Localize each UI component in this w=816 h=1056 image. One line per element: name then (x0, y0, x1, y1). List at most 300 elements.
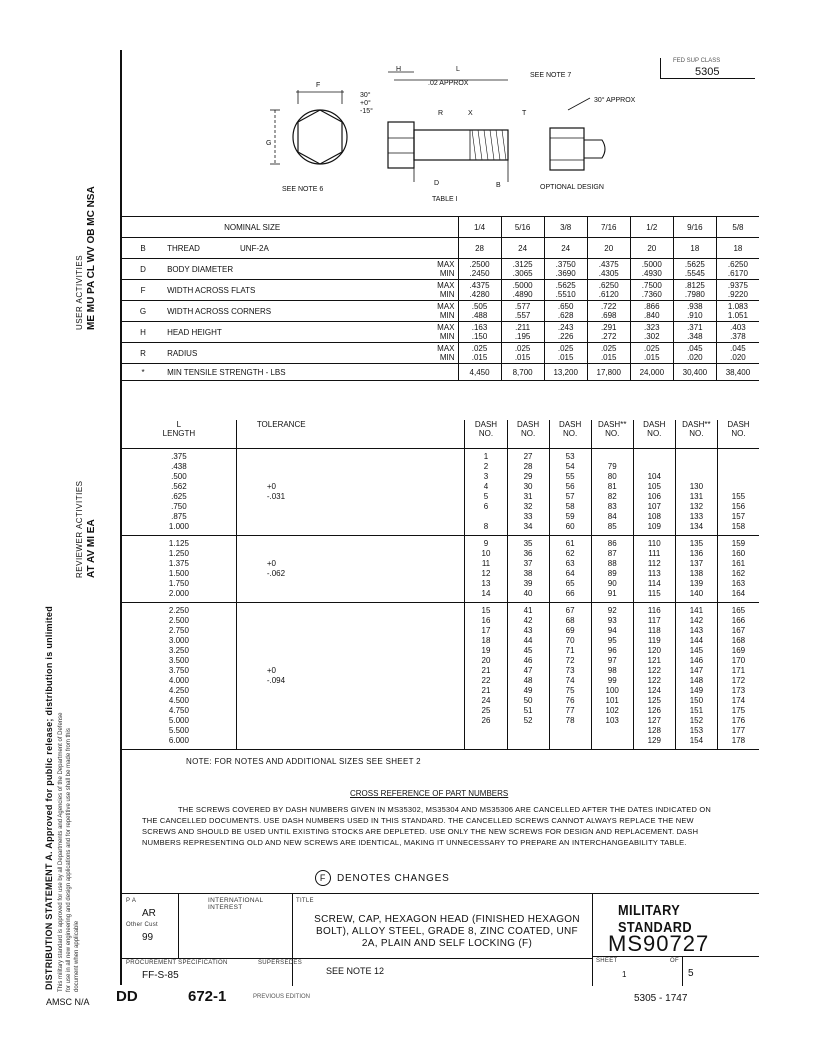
ms-number: MS90727 (608, 931, 710, 956)
dash-number: 140 (689, 589, 704, 598)
user-activities-label: USER ACTIVITIES (75, 254, 84, 330)
length-value: 5.500 (168, 726, 189, 735)
dash-number: 28 (523, 462, 533, 471)
of-value: 5 (688, 968, 694, 979)
pa-value: AR (142, 908, 156, 919)
spec-row-name (164, 238, 407, 259)
spec-row (122, 322, 759, 343)
spec-value: .015 (514, 353, 531, 362)
dash-number: 163 (731, 579, 746, 588)
dash-number: 136 (689, 549, 704, 558)
spec-value-cell (630, 343, 673, 364)
dash-number-column (549, 536, 591, 603)
spec-value: .698 (600, 311, 617, 320)
dash-number-column (507, 536, 549, 603)
dash-number-column (465, 603, 507, 750)
spec-row-maxmin (407, 280, 458, 301)
tolerance-cell (236, 449, 465, 536)
tolerance-cell (236, 603, 465, 750)
dash-number: 166 (731, 616, 746, 625)
length-value: 3.500 (168, 656, 189, 665)
spec-value: .025 (557, 344, 574, 353)
dash-number: 60 (565, 522, 575, 531)
dash-number: 116 (647, 606, 661, 615)
tensile-label: MIN TENSILE STRENGTH - LBS (164, 364, 458, 381)
dash-number: 26 (481, 716, 491, 725)
spec-value: .6250 (727, 260, 748, 269)
label-minus15-deg: -15° (360, 108, 373, 115)
spec-value-cell (630, 259, 673, 280)
spec-value: .2500 (469, 260, 490, 269)
dash-number-column (591, 449, 633, 536)
dash-number: 118 (647, 626, 661, 635)
length-value: 2.750 (168, 626, 189, 635)
dash-number: 58 (565, 502, 575, 511)
dash-number: 110 (647, 539, 661, 548)
spec-value-cell (587, 301, 630, 322)
spec-row-letter: D (122, 259, 164, 280)
dash-number: 162 (731, 569, 746, 578)
spec-value-cell (544, 280, 587, 301)
spec-row-letter: B (122, 238, 164, 259)
spec-value: .272 (600, 332, 617, 341)
spec-value-cell (544, 259, 587, 280)
spec-row-letter: H (122, 322, 164, 343)
spec-value: 24 (518, 243, 528, 253)
dash-number: 62 (565, 549, 575, 558)
spec-value: .488 (471, 311, 488, 320)
dash-number: 156 (731, 502, 746, 511)
dash-number: 158 (731, 522, 746, 531)
dash-number: 113 (647, 569, 661, 578)
dash-number: 45 (523, 646, 533, 655)
dash-number-column (717, 536, 759, 603)
dash-number: 132 (689, 502, 704, 511)
spec-row-sub: MIN (439, 269, 455, 278)
dash-number: 49 (523, 686, 533, 695)
length-value: 1.750 (168, 579, 189, 588)
dash-number: 100 (605, 686, 619, 695)
spec-value-cell (630, 301, 673, 322)
length-value: 3.750 (168, 666, 189, 675)
dash-number: 101 (605, 696, 619, 705)
tolerance-value: -.062 (266, 569, 286, 578)
length-value: .625 (171, 492, 187, 501)
length-value: 4.500 (168, 696, 189, 705)
length-value: 2.500 (168, 616, 189, 625)
dash-number: 50 (523, 696, 533, 705)
spec-row-sub: MIN (439, 311, 455, 320)
military-standard-heading: MILITARY STANDARD (618, 902, 693, 936)
length-value: .562 (171, 482, 187, 491)
dash-number (634, 462, 675, 472)
other-cust-value: 99 (142, 932, 154, 943)
dash-number: 97 (607, 656, 617, 665)
label-see-note-7: SEE NOTE 7 (530, 72, 572, 79)
dash-number: 16 (481, 616, 491, 625)
spec-value-cell (673, 280, 716, 301)
dash-number: 34 (523, 522, 533, 531)
reviewer-activities-label: REVIEWER ACTIVITIES (75, 480, 84, 578)
sheet-label: SHEET (596, 958, 618, 964)
dash-number: 111 (648, 549, 661, 558)
dash-number-column (717, 603, 759, 750)
dash-number: 99 (607, 676, 617, 685)
spec-row-name-text: WIDTH ACROSS CORNERS (167, 306, 272, 316)
reviewer-activities-codes: AT AV MI EA (86, 519, 97, 578)
length-value: .750 (171, 502, 187, 511)
spec-value-cell (544, 238, 587, 259)
tolerance-value: -.031 (266, 492, 286, 501)
dash-number: 86 (607, 539, 617, 548)
dash-number-column (549, 449, 591, 536)
spec-value-cell (673, 322, 716, 343)
footer-previous-edition: PREVIOUS EDITION (253, 994, 311, 1000)
dash-number-column (675, 536, 717, 603)
dash-number: 131 (689, 492, 704, 501)
footer-dd: DD (116, 988, 138, 1005)
dash-number: 129 (647, 736, 661, 745)
spec-value-cell (544, 322, 587, 343)
dash-number: 147 (689, 666, 704, 675)
spec-value-cell (501, 280, 544, 301)
sheet-value: 1 (622, 970, 627, 979)
spec-value: .8125 (684, 281, 705, 290)
dash-number: 38 (523, 569, 533, 578)
dash-number (465, 512, 506, 522)
spec-value: .628 (557, 311, 574, 320)
dash-number: 6 (483, 502, 489, 511)
tensile-value-1: 8,700 (501, 364, 544, 381)
spec-value: .6250 (598, 281, 619, 290)
spec-row-name (164, 280, 407, 301)
dash-number-column (591, 536, 633, 603)
spec-row-name (164, 343, 407, 364)
tensile-value-4: 24,000 (630, 364, 673, 381)
dash-number-column (717, 449, 759, 536)
dash-number: 177 (731, 726, 746, 735)
dash-number: 124 (647, 686, 661, 695)
dash-number: 14 (481, 589, 491, 598)
spec-value: 24 (561, 243, 571, 253)
spec-value-cell (673, 343, 716, 364)
spec-row-sub: MIN (439, 353, 455, 362)
cross-reference-title: CROSS REFERENCE OF PART NUMBERS (350, 789, 509, 798)
length-value: 2.250 (168, 606, 189, 615)
dash-number: 149 (689, 686, 704, 695)
sheet-note: NOTE: FOR NOTES AND ADDITIONAL SIZES SEE SHEET 2 (186, 757, 421, 766)
procurement-label: PROCUREMENT SPECIFICATION (126, 960, 228, 966)
length-column (122, 449, 236, 536)
spec-value-cell (544, 301, 587, 322)
dash-col-header-1: DASH NO. (507, 420, 549, 449)
spec-value: .4375 (469, 281, 490, 290)
dash-number: 78 (565, 716, 575, 725)
international-interest-label: INTERNATIONAL INTEREST (208, 897, 264, 911)
dash-number: 122 (647, 666, 661, 675)
cross-reference-paragraph: THE SCREWS COVERED BY DASH NUMBERS GIVEN IN MS35302, MS35304 AND MS35306 ARE CANCELLED AFTER THE DATES INDICATED ON THE CANCELLED DOCUMENTS. USE DASH NUMBERS USED IN THIS STANDARD. THE CANCELLED SCREWS CANNOT ALWAYS REPLACE THE NEW SCREWS AND SHOULD BE USED UNTIL EXISTING STOCKS ARE DEPLETED. USE ONLY THE NEW SCREWS FOR DESIGN AND REPLACEMENT. DASH NUMBERS REPRESENTING OLD AND NEW SCREWS ARE IDENTICAL, MAKING IT UNNECESSARY TO PREPARE AN INTERCHANGEABILITY TABLE. (142, 805, 712, 847)
spec-value: .025 (471, 344, 488, 353)
dash-group-row (122, 449, 759, 536)
dash-number: 103 (605, 716, 619, 725)
tensile-value-0: 4,450 (458, 364, 501, 381)
spec-row-name (164, 301, 407, 322)
dash-number: 57 (565, 492, 575, 501)
dash-number: 137 (689, 559, 704, 568)
spec-value: .5000 (512, 281, 533, 290)
length-value: .500 (171, 472, 187, 481)
dash-number: 178 (731, 736, 746, 745)
dash-number: 32 (523, 502, 533, 511)
spec-value: .6120 (598, 290, 619, 299)
dash-number: 114 (647, 579, 661, 588)
dash-number-column (465, 449, 507, 536)
dash-number: 170 (731, 656, 746, 665)
spec-value-cell (458, 280, 501, 301)
spec-value: .020 (730, 353, 746, 362)
spec-value: .323 (644, 323, 660, 332)
spec-value-cell (630, 322, 673, 343)
pa-label: P A (126, 898, 137, 904)
dash-number: 139 (689, 579, 704, 588)
dash-number: 105 (647, 482, 661, 491)
dash-number: 161 (731, 559, 746, 568)
spec-value: .045 (687, 344, 703, 353)
spec-value: .7360 (641, 290, 662, 299)
spec-value: .938 (687, 302, 703, 311)
dash-number: 18 (481, 636, 491, 645)
dash-number: 143 (689, 626, 704, 635)
nominal-size-label: NOMINAL SIZE (164, 217, 407, 238)
spec-row-maxmin (407, 238, 458, 259)
spec-row-sub: MIN (439, 290, 455, 299)
spec-row (122, 238, 759, 259)
spec-value: .5625 (684, 260, 705, 269)
spec-value: .577 (514, 302, 531, 311)
dash-number: 88 (607, 559, 617, 568)
user-activities (74, 186, 98, 330)
dash-number: 20 (481, 656, 491, 665)
dash-number (465, 726, 506, 736)
tolerance-cell (236, 536, 465, 603)
dash-number: 70 (565, 636, 575, 645)
spec-value: 1.051 (727, 311, 748, 320)
spec-value: .302 (644, 332, 660, 341)
dash-number: 53 (565, 452, 575, 461)
dash-number: 72 (565, 656, 575, 665)
dash-number (465, 736, 506, 746)
of-label: OF (670, 958, 679, 964)
dash-number: 75 (565, 686, 575, 695)
spec-value-cell (587, 322, 630, 343)
dash-number: 2 (483, 462, 489, 471)
length-value: 1.250 (168, 549, 189, 558)
dash-number-column (591, 603, 633, 750)
dash-number: 87 (607, 549, 617, 558)
dash-number: 84 (607, 512, 617, 521)
hex-head-top-view (298, 110, 342, 164)
spec-value: .5000 (641, 260, 662, 269)
nominal-size-5: 9/16 (673, 217, 716, 238)
length-value: 4.750 (168, 706, 189, 715)
dash-group-row (122, 536, 759, 603)
dash-number: 77 (565, 706, 575, 715)
length-value: 1.375 (168, 559, 189, 568)
dash-number: 22 (481, 676, 491, 685)
spec-header-row (122, 217, 759, 238)
spec-row-maxmin (407, 343, 458, 364)
spec-value: .3125 (512, 260, 533, 269)
length-column (122, 536, 236, 603)
dash-number (592, 726, 633, 736)
tolerance-value: +0 (266, 559, 276, 568)
dash-number: 93 (607, 616, 617, 625)
supersedes-value: SEE NOTE 12 (326, 966, 385, 976)
label-plus0-deg: +0° (360, 100, 371, 107)
spec-row-letter: F (122, 280, 164, 301)
spec-row-name (164, 259, 407, 280)
length-value: 4.000 (168, 676, 189, 685)
spec-value-cell (587, 343, 630, 364)
dash-number: 56 (565, 482, 575, 491)
dash-number: 126 (647, 706, 661, 715)
spec-value-cell (587, 259, 630, 280)
dash-number: 4 (483, 482, 489, 491)
spec-row-extra: UNF-2A (239, 243, 269, 253)
dash-number: 35 (523, 539, 533, 548)
spec-value-cell (673, 238, 716, 259)
spec-value: .4930 (641, 269, 662, 278)
dash-number: 81 (607, 482, 617, 491)
spec-value: .650 (557, 302, 574, 311)
spec-value: .020 (687, 353, 703, 362)
spec-value: .910 (687, 311, 703, 320)
spec-row-sub: MAX (437, 323, 455, 332)
document-title: SCREW, CAP, HEXAGON HEAD (FINISHED HEXAGON BOLT), ALLOY STEEL, GRADE 8, ZINC COATED, UNF 2A, PLAIN AND SELF LOCKING (F) (314, 914, 580, 949)
spec-value-cell (458, 238, 501, 259)
spec-row-name-text: HEAD HEIGHT (167, 327, 222, 337)
dash-number: 157 (731, 512, 746, 521)
spec-value: .015 (600, 353, 617, 362)
dash-number: 90 (607, 579, 617, 588)
spec-value: .163 (471, 323, 488, 332)
dash-number: 173 (731, 686, 746, 695)
dash-number: 144 (689, 636, 704, 645)
spec-value: 20 (647, 243, 657, 253)
hex-head-side-view (388, 122, 414, 168)
spec-row-letter: G (122, 301, 164, 322)
approval-fine-print-1: This military standard is approved for use by all Departments and Agencies of the Department of Defense (58, 712, 64, 992)
spec-value-cell (630, 280, 673, 301)
spec-value: .403 (730, 323, 746, 332)
procurement-value: FF-S-85 (142, 970, 179, 981)
spec-value-cell (501, 238, 544, 259)
spec-value: .378 (730, 332, 746, 341)
tensile-mark: * (122, 364, 164, 381)
spec-value: 20 (604, 243, 614, 253)
spec-value: .3750 (555, 260, 576, 269)
spec-row-sub: MAX (437, 281, 455, 290)
nominal-size-0: 1/4 (458, 217, 501, 238)
length-value: 1.000 (168, 522, 189, 531)
dash-number-column (675, 449, 717, 536)
dash-number (592, 452, 633, 462)
label-02-approx: .02 APPROX (428, 80, 469, 87)
dash-number: 27 (523, 452, 533, 461)
dash-col-header-5: DASH** NO. (675, 420, 717, 449)
dash-number: 74 (565, 676, 575, 685)
spec-value-cell (458, 343, 501, 364)
spec-value-cell (716, 301, 759, 322)
dash-number: 55 (565, 472, 575, 481)
length-column (122, 603, 236, 750)
footer-form-number: 672-1 (188, 988, 227, 1005)
tensile-value-6: 38,400 (716, 364, 759, 381)
dash-number: 29 (523, 472, 533, 481)
spec-value: 28 (475, 243, 484, 253)
tolerance-value: +0 (266, 482, 276, 491)
distribution-statement: DISTRIBUTION STATEMENT A. Approved for public release; distribution is unlimited (44, 605, 54, 990)
spec-value: .7980 (684, 290, 705, 299)
dash-number: 41 (523, 606, 533, 615)
spec-row-sub: MAX (437, 260, 455, 269)
dash-number-column (675, 603, 717, 750)
length-value: 4.250 (168, 686, 189, 695)
spec-row-name (164, 322, 407, 343)
spec-value: .195 (514, 332, 531, 341)
dash-col-header-0: DASH NO. (465, 420, 507, 449)
spec-value-cell (458, 322, 501, 343)
dash-col-header-4: DASH NO. (633, 420, 675, 449)
spec-value: .9375 (727, 281, 748, 290)
spec-value: .3065 (512, 269, 533, 278)
dash-number: 151 (689, 706, 704, 715)
dash-number: 54 (565, 462, 575, 471)
label-table-1: TABLE I (432, 196, 458, 203)
spec-row-name-text: BODY DIAMETER (167, 264, 234, 274)
dash-number: 42 (523, 616, 533, 625)
spec-value-cell (716, 259, 759, 280)
dash-number: 36 (523, 549, 533, 558)
label-x: X (468, 110, 473, 117)
dash-number: 155 (731, 492, 746, 501)
dash-number: 141 (689, 606, 704, 615)
reviewer-activities (74, 480, 98, 578)
dash-number: 9 (483, 539, 489, 548)
dash-number: 112 (647, 559, 661, 568)
dash-number: 176 (731, 716, 746, 725)
dash-col-header-2: DASH NO. (549, 420, 591, 449)
spec-value: .2450 (469, 269, 490, 278)
label-d: D (434, 180, 440, 187)
dash-number: 159 (731, 539, 746, 548)
dash-number: 1 (483, 452, 489, 461)
spec-row-name-text: THREAD (167, 243, 200, 253)
label-l: L (456, 66, 460, 73)
dash-number: 169 (731, 646, 746, 655)
spec-row-sub: MAX (437, 302, 455, 311)
dash-number (718, 462, 759, 472)
spec-value-cell (716, 280, 759, 301)
dash-number: 48 (523, 676, 533, 685)
dash-number: 33 (523, 512, 533, 521)
dash-number: 125 (647, 696, 661, 705)
dash-number: 107 (647, 502, 661, 511)
dash-number: 25 (481, 706, 491, 715)
spec-value: .5625 (555, 281, 576, 290)
spec-value-cell (501, 301, 544, 322)
dash-number-column (633, 449, 675, 536)
